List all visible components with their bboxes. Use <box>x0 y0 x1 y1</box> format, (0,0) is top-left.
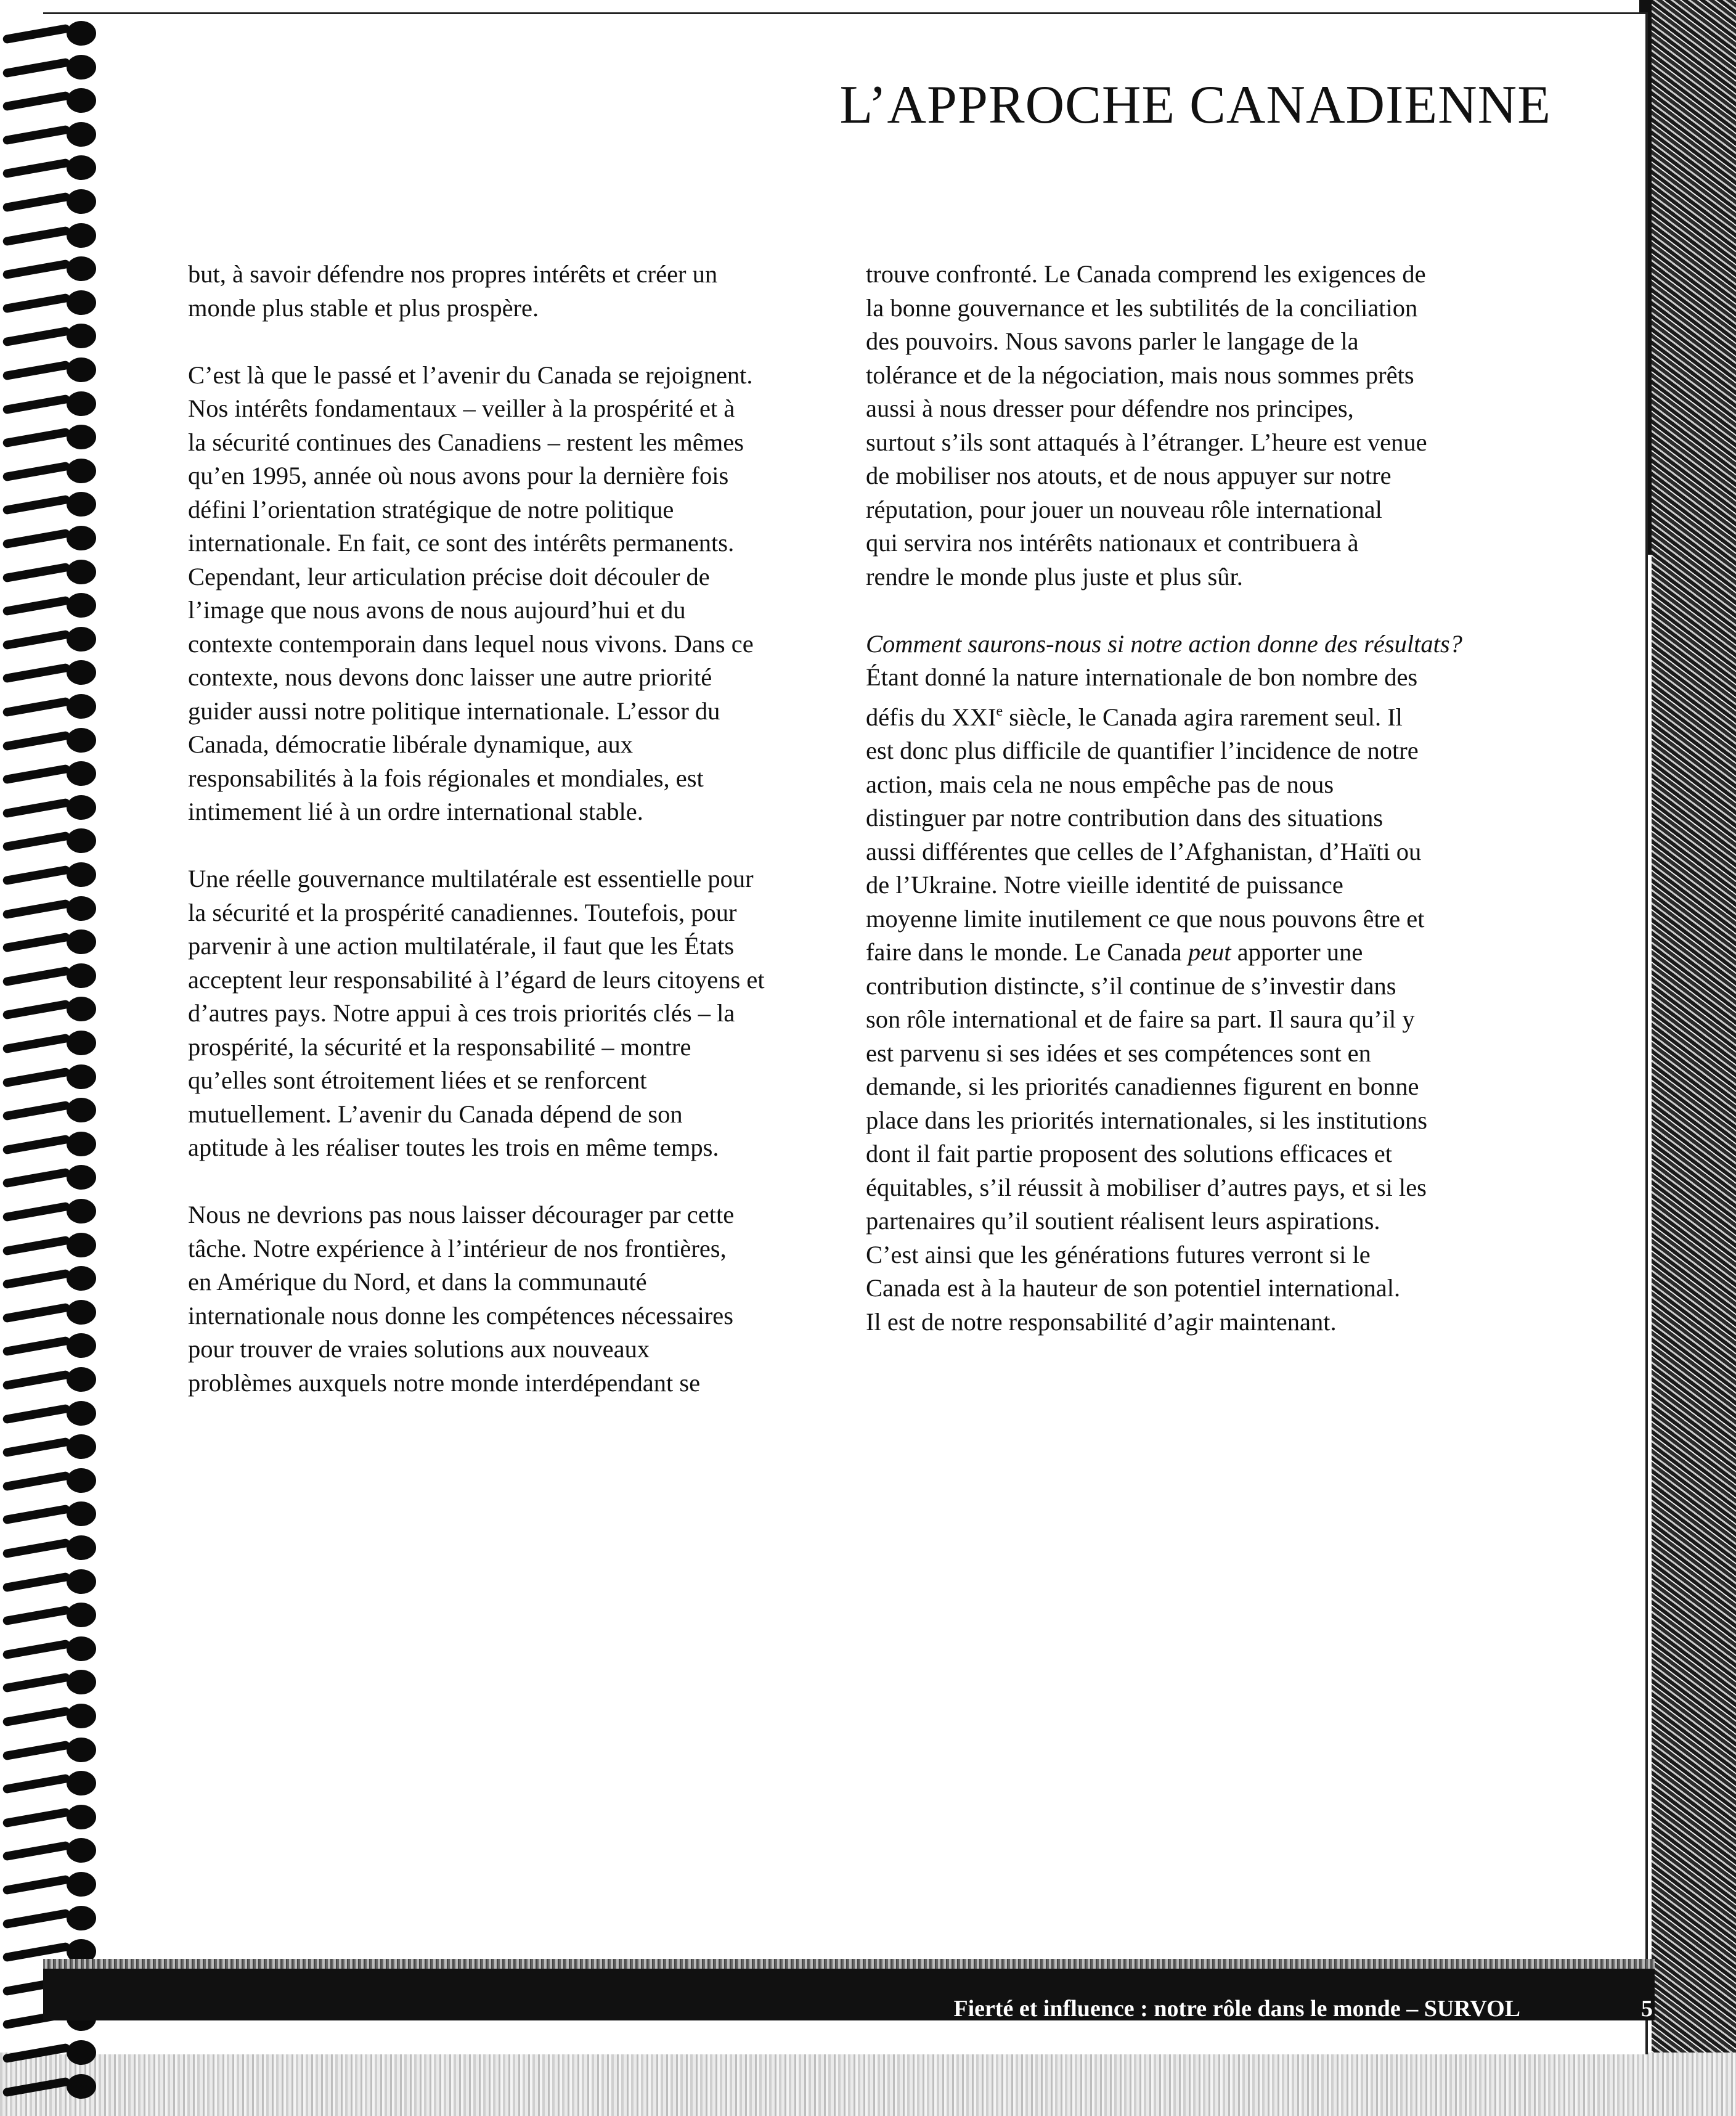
binding-coil <box>2 725 95 753</box>
text-line: Une réelle gouvernance multilatérale est essentielle pour <box>188 865 754 893</box>
text-line: internationale. En fait, ce sont des intérêts permanents. <box>188 529 735 557</box>
binding-coil <box>2 1062 95 1089</box>
binding-coil <box>2 793 95 820</box>
text-line: rendre le monde plus juste et plus sûr. <box>866 562 1243 590</box>
binding-coil <box>2 1499 95 1526</box>
scanner-background-bottom <box>0 2053 1736 2116</box>
binding-coil <box>2 1196 95 1223</box>
paragraph <box>188 258 810 325</box>
text-line: internationale nous donne les compétences nécessaires <box>188 1301 734 1330</box>
binding-coil <box>2 288 95 315</box>
binding-coil <box>2 894 95 921</box>
binding-coil <box>2 557 95 584</box>
binding-coil <box>2 489 95 517</box>
text-line: aussi différentes que celles de l’Afghanistan, d’Haïti ou <box>866 837 1422 865</box>
binding-coil <box>2 1432 95 1459</box>
text-line: l’image que nous avons de nous aujourd’hui et du <box>188 596 686 624</box>
binding-coil <box>2 1129 95 1156</box>
text-line: trouve confronté. Le Canada comprend les exigences de <box>866 260 1426 288</box>
binding-coil <box>2 254 95 281</box>
binding-coil <box>2 321 95 348</box>
text-line: mutuellement. L’avenir du Canada dépend de son <box>188 1100 683 1128</box>
text-line: contexte, nous devons donc laisser une autre priorité <box>188 663 712 691</box>
text-line: est donc plus difficile de quantifier l’incidence de notre <box>866 737 1419 764</box>
binding-coil <box>2 927 95 954</box>
binding-coil <box>2 221 95 248</box>
text-line: d’autres pays. Notre appui à ces trois priorités clés – la <box>188 999 735 1027</box>
text-line: Nous ne devrions pas nous laisser décourager par cette <box>188 1201 735 1228</box>
binding-coil <box>2 994 95 1021</box>
binding-coil <box>2 1331 95 1358</box>
text-line: Nos intérêts fondamentaux – veiller à la prospérité et à <box>188 394 735 422</box>
binding-coil <box>2 1399 95 1426</box>
text-line: pour trouver de vraies solutions aux nouveaux <box>188 1335 650 1363</box>
text-line: Étant donné la nature internationale de bon nombre des <box>866 663 1418 691</box>
binding-coil <box>2 86 95 113</box>
page-number: 5 <box>1641 1996 1653 2022</box>
binding-coil <box>2 422 95 449</box>
binding-coil <box>2 961 95 988</box>
text-line: guider aussi notre politique internationale. L’essor du <box>188 696 720 725</box>
text-line: qu’en 1995, année où nous avons pour la dernière fois <box>188 462 729 489</box>
binding-coil <box>2 1667 95 1694</box>
text-line: action, mais cela ne nous empêche pas de nous <box>866 770 1334 798</box>
scanner-background-right <box>1652 0 1736 2116</box>
text-line: son rôle international et de faire sa part. Il saura qu’il y <box>866 1005 1415 1033</box>
paragraph <box>188 1198 810 1400</box>
text-line: équitables, s’il réussit à mobiliser d’autres pays, et si les <box>866 1173 1427 1201</box>
binding-coil <box>2 1162 95 1190</box>
binding-coil <box>2 1600 95 1627</box>
text-line: contribution distincte, s’il continue de s’investir dans <box>866 971 1396 1000</box>
binding-coil <box>2 187 95 214</box>
binding-coil <box>2 456 95 483</box>
text-line: est parvenu si ses idées et ses compétences sont en <box>866 1039 1371 1067</box>
binding-coil <box>2 1297 95 1325</box>
text-line: faire dans le monde. Le Canada peut apporter une <box>866 938 1363 966</box>
text-line: défini l’orientation stratégique de notre politique <box>188 495 674 523</box>
binding-coil <box>2 1466 95 1493</box>
text-line: dont il fait partie proposent des solutions efficaces et <box>866 1140 1393 1167</box>
text-line: de mobiliser nos atouts, et de nous appuyer sur notre <box>866 462 1392 489</box>
spiral-binding <box>0 18 105 2108</box>
emphasis: peut <box>1188 938 1231 966</box>
text-line: but, à savoir défendre nos propres intérêts et créer un <box>188 260 718 288</box>
text-line: défis du XXIe siècle, le Canada agira rarement seul. Il <box>866 703 1403 731</box>
text-line: distinguer par notre contribution dans des situations <box>866 804 1384 831</box>
binding-coil <box>2 18 95 46</box>
text-line: Canada, démocratie libérale dynamique, aux <box>188 730 633 758</box>
question-heading: Comment saurons-nous si notre action donne des résultats? <box>866 629 1462 658</box>
binding-coil <box>2 2038 95 2065</box>
binding-coil <box>2 826 95 853</box>
text-line: C’est ainsi que les générations futures verront si le <box>866 1240 1371 1268</box>
binding-coil <box>2 523 95 550</box>
text-line: Cependant, leur articulation précise doit découler de <box>188 562 710 590</box>
text-line: la sécurité et la prospérité canadiennes. Toutefois, pour <box>188 898 737 926</box>
binding-coil <box>2 1230 95 1257</box>
binding-coil <box>2 860 95 887</box>
footer-title: Fierté et influence : notre rôle dans le monde – SURVOL <box>953 1996 1520 2022</box>
binding-coil <box>2 1869 95 1897</box>
paragraph <box>188 862 810 1165</box>
binding-coil <box>2 1768 95 1795</box>
superscript: e <box>996 703 1003 719</box>
text-line: Il est de notre responsabilité d’agir maintenant. <box>866 1307 1337 1336</box>
text-line: qui servira nos intérêts nationaux et contribuera à <box>866 529 1359 557</box>
text-line: contexte contemporain dans lequel nous vivons. Dans ce <box>188 629 754 658</box>
binding-coil <box>2 1701 95 1728</box>
binding-coil <box>2 1028 95 1055</box>
text-line: parvenir à une action multilatérale, il faut que les États <box>188 932 735 960</box>
binding-coil <box>2 759 95 786</box>
binding-coil <box>2 624 95 652</box>
text-line: réputation, pour jouer un nouveau rôle international <box>866 495 1382 523</box>
binding-coil <box>2 389 95 416</box>
binding-coil <box>2 1903 95 1930</box>
text-line: problèmes auxquels notre monde interdépendant se <box>188 1368 701 1397</box>
text-line: moyenne limite inutilement ce que nous pouvons être et <box>866 904 1425 933</box>
text-line: qu’elles sont étroitement liées et se renforcent <box>188 1066 647 1094</box>
binding-coil <box>2 2072 95 2099</box>
text-line: la bonne gouvernance et les subtilités de la conciliation <box>866 293 1418 322</box>
left-column <box>188 258 810 1434</box>
binding-coil <box>2 1264 95 1291</box>
text-line: Canada est à la hauteur de son potentiel international. <box>866 1274 1401 1302</box>
paragraph <box>188 359 810 829</box>
text-line: aussi à nous dresser pour défendre nos principes, <box>866 394 1354 422</box>
text-line: tolérance et de la négociation, mais nous sommes prêts <box>866 361 1414 389</box>
right-column <box>866 258 1488 1373</box>
binding-coil <box>2 120 95 147</box>
binding-coil <box>2 153 95 180</box>
binding-coil <box>2 1634 95 1661</box>
text-line: acceptent leur responsabilité à l’égard de leurs citoyens et <box>188 965 765 994</box>
binding-coil <box>2 1735 95 1762</box>
text-line: monde plus stable et plus prospère. <box>188 293 539 322</box>
binding-coil <box>2 1533 95 1560</box>
text-line: des pouvoirs. Nous savons parler le langage de la <box>866 327 1359 355</box>
text-line: intimement lié à un ordre international stable. <box>188 798 643 825</box>
binding-coil <box>2 590 95 618</box>
text-line: partenaires qu’il soutient réalisent leurs aspirations. <box>866 1207 1380 1235</box>
binding-coil <box>2 1095 95 1122</box>
text-line: de l’Ukraine. Notre vieille identité de puissance <box>866 871 1343 899</box>
text-line: place dans les priorités internationales, si les institutions <box>866 1106 1428 1134</box>
text-line: tâche. Notre expérience à l’intérieur de nos frontières, <box>188 1234 727 1262</box>
binding-coil <box>2 52 95 80</box>
text-line: aptitude à les réaliser toutes les trois en même temps. <box>188 1134 719 1161</box>
text-line: responsabilités à la fois régionales et mondiales, est <box>188 764 704 792</box>
text-line: en Amérique du Nord, et dans la communauté <box>188 1268 647 1296</box>
binding-coil <box>2 355 95 382</box>
text-line: surtout s’ils sont attaqués à l’étranger. L’heure est venue <box>866 428 1427 456</box>
text-line: C’est là que le passé et l’avenir du Canada se rejoignent. <box>188 361 753 389</box>
binding-coil <box>2 692 95 719</box>
text-line: demande, si les priorités canadiennes figurent en bonne <box>866 1072 1419 1100</box>
binding-coil <box>2 1365 95 1392</box>
binding-coil <box>2 1836 95 1863</box>
text-line: prospérité, la sécurité et la responsabilité – montre <box>188 1032 691 1061</box>
binding-coil <box>2 1567 95 1594</box>
page-heading: L’APPROCHE CANADIENNE <box>839 75 1551 135</box>
binding-coil <box>2 1802 95 1829</box>
paragraph <box>866 258 1488 594</box>
binding-coil <box>2 658 95 685</box>
text-line: la sécurité continues des Canadiens – restent les mêmes <box>188 428 744 456</box>
paragraph <box>866 627 1488 1339</box>
